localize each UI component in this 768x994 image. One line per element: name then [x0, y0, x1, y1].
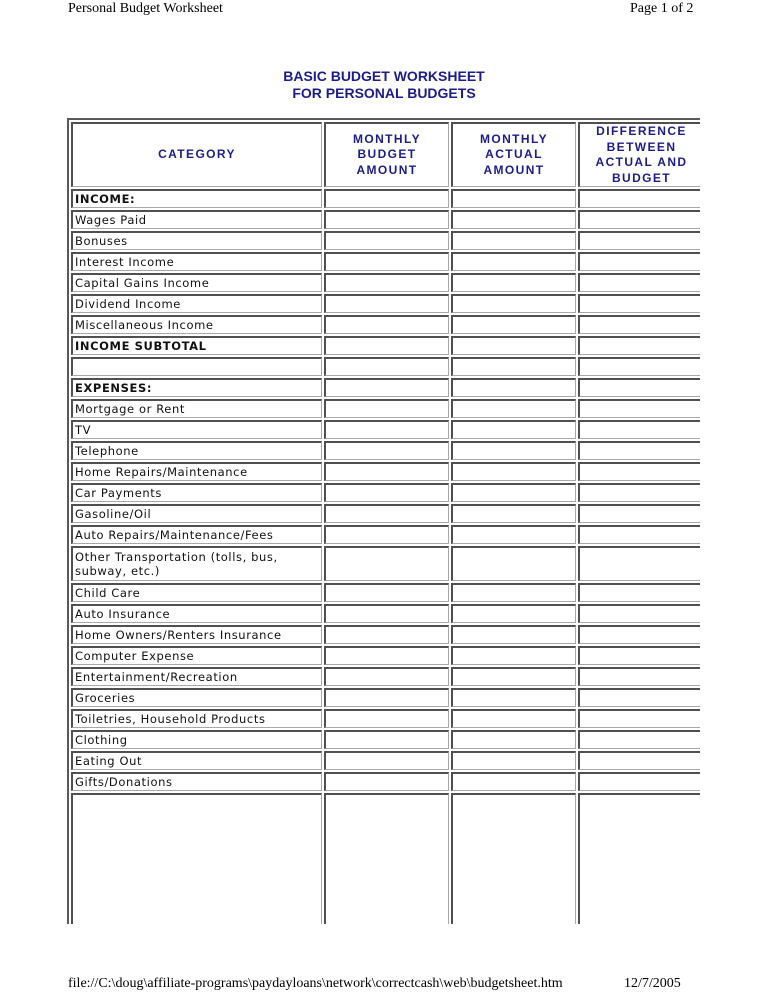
category-label: Wages Paid	[71, 210, 322, 229]
actual-amount-cell[interactable]	[451, 378, 576, 397]
actual-amount-cell[interactable]	[451, 189, 576, 208]
category-label: Dividend Income	[71, 294, 322, 313]
difference-cell[interactable]	[578, 189, 700, 208]
category-label: Interest Income	[71, 252, 322, 271]
category-label: Auto Repairs/Maintenance/Fees	[71, 525, 322, 544]
actual-amount-cell[interactable]	[451, 294, 576, 313]
category-label: Eating Out	[71, 751, 322, 770]
budget-table	[67, 118, 700, 924]
table-row	[71, 336, 700, 355]
table-row	[71, 772, 700, 791]
table-row	[71, 546, 700, 581]
actual-amount-cell[interactable]	[451, 210, 576, 229]
column-header-category: CATEGORY	[71, 122, 322, 187]
difference-cell[interactable]	[578, 462, 700, 481]
actual-amount-cell[interactable]	[451, 441, 576, 460]
table-row	[71, 583, 700, 602]
table-row	[71, 399, 700, 418]
table-row	[71, 667, 700, 686]
category-label: Clothing	[71, 730, 322, 749]
actual-amount-cell[interactable]	[451, 504, 576, 523]
difference-cell[interactable]	[578, 793, 700, 924]
table-row	[71, 604, 700, 623]
difference-cell[interactable]	[578, 583, 700, 602]
actual-amount-cell[interactable]	[451, 252, 576, 271]
difference-cell[interactable]	[578, 357, 700, 376]
actual-amount-cell[interactable]	[451, 751, 576, 770]
budget-amount-cell[interactable]	[324, 462, 449, 481]
actual-amount-cell[interactable]	[451, 231, 576, 250]
actual-amount-cell[interactable]	[451, 604, 576, 623]
table-row	[71, 420, 700, 439]
table-row	[71, 504, 700, 523]
difference-cell[interactable]	[578, 646, 700, 665]
category-label: Bonuses	[71, 231, 322, 250]
budget-amount-cell[interactable]	[324, 709, 449, 728]
actual-amount-cell[interactable]	[451, 688, 576, 707]
difference-cell[interactable]	[578, 399, 700, 418]
table-row	[71, 378, 700, 397]
table-row	[71, 231, 700, 250]
actual-amount-cell[interactable]	[451, 315, 576, 334]
category-label: Home Owners/Renters Insurance	[71, 625, 322, 644]
difference-cell[interactable]	[578, 420, 700, 439]
difference-cell[interactable]	[578, 315, 700, 334]
category-label: Auto Insurance	[71, 604, 322, 623]
category-label: Home Repairs/Maintenance	[71, 462, 322, 481]
category-label: Capital Gains Income	[71, 273, 322, 292]
actual-amount-cell[interactable]	[451, 336, 576, 355]
difference-cell[interactable]	[578, 688, 700, 707]
budget-amount-cell[interactable]	[324, 604, 449, 623]
category-label: Gasoline/Oil	[71, 504, 322, 523]
category-label: Gifts/Donations	[71, 772, 322, 791]
difference-cell[interactable]	[578, 294, 700, 313]
budget-amount-cell[interactable]	[324, 483, 449, 502]
category-label: Telephone	[71, 441, 322, 460]
table-header-row	[71, 122, 700, 187]
table-row	[71, 793, 700, 924]
print-date: 12/7/2005	[624, 976, 681, 991]
budget-amount-cell[interactable]	[324, 730, 449, 749]
budget-amount-cell[interactable]	[324, 399, 449, 418]
budget-amount-cell[interactable]	[324, 793, 449, 924]
actual-amount-cell[interactable]	[451, 462, 576, 481]
category-label	[71, 793, 322, 924]
budget-amount-cell[interactable]	[324, 688, 449, 707]
category-label: Other Transportation (tolls, bus, subway, etc.)	[71, 546, 322, 581]
actual-amount-cell[interactable]	[451, 709, 576, 728]
difference-cell[interactable]	[578, 483, 700, 502]
table-row	[71, 273, 700, 292]
difference-cell[interactable]	[578, 231, 700, 250]
table-row	[71, 751, 700, 770]
budget-amount-cell[interactable]	[324, 336, 449, 355]
column-header-difference: DIFFERENCE BETWEEN ACTUAL AND BUDGET	[578, 122, 700, 187]
difference-cell[interactable]	[578, 625, 700, 644]
budget-amount-cell[interactable]	[324, 441, 449, 460]
budget-amount-cell[interactable]	[324, 294, 449, 313]
column-header-monthly-actual: MONTHLY ACTUAL AMOUNT	[451, 122, 576, 187]
table-row	[71, 625, 700, 644]
section-heading: INCOME:	[71, 189, 322, 208]
budget-amount-cell[interactable]	[324, 504, 449, 523]
table-row	[71, 252, 700, 271]
table-row	[71, 688, 700, 707]
table-row	[71, 294, 700, 313]
budget-amount-cell[interactable]	[324, 667, 449, 686]
budget-amount-cell[interactable]	[324, 525, 449, 544]
category-label: Entertainment/Recreation	[71, 667, 322, 686]
difference-cell[interactable]	[578, 525, 700, 544]
difference-cell[interactable]	[578, 772, 700, 791]
actual-amount-cell[interactable]	[451, 357, 576, 376]
actual-amount-cell[interactable]	[451, 583, 576, 602]
table-row	[71, 462, 700, 481]
actual-amount-cell[interactable]	[451, 730, 576, 749]
table-body	[71, 189, 700, 924]
difference-cell[interactable]	[578, 751, 700, 770]
actual-amount-cell[interactable]	[451, 483, 576, 502]
table-row	[71, 483, 700, 502]
budget-amount-cell[interactable]	[324, 252, 449, 271]
actual-amount-cell[interactable]	[451, 399, 576, 418]
difference-cell[interactable]	[578, 709, 700, 728]
table-row	[71, 646, 700, 665]
budget-amount-cell[interactable]	[324, 772, 449, 791]
budget-amount-cell[interactable]	[324, 583, 449, 602]
difference-cell[interactable]	[578, 604, 700, 623]
budget-amount-cell[interactable]	[324, 378, 449, 397]
actual-amount-cell[interactable]	[451, 546, 576, 581]
worksheet-title	[0, 68, 768, 102]
difference-cell[interactable]	[578, 252, 700, 271]
budget-amount-cell[interactable]	[324, 546, 449, 581]
table-row	[71, 709, 700, 728]
page-indicator: Page 1 of 2	[630, 1, 694, 16]
actual-amount-cell[interactable]	[451, 646, 576, 665]
category-label: TV	[71, 420, 322, 439]
actual-amount-cell[interactable]	[451, 273, 576, 292]
budget-amount-cell[interactable]	[324, 210, 449, 229]
worksheet-title-line1: BASIC BUDGET WORKSHEET	[283, 68, 485, 84]
budget-amount-cell[interactable]	[324, 625, 449, 644]
actual-amount-cell[interactable]	[451, 667, 576, 686]
budget-amount-cell[interactable]	[324, 751, 449, 770]
category-label: Toiletries, Household Products	[71, 709, 322, 728]
column-header-monthly-budget: MONTHLY BUDGET AMOUNT	[324, 122, 449, 187]
budget-amount-cell[interactable]	[324, 420, 449, 439]
difference-cell[interactable]	[578, 730, 700, 749]
section-heading: INCOME SUBTOTAL	[71, 336, 322, 355]
budget-amount-cell[interactable]	[324, 273, 449, 292]
table-row	[71, 315, 700, 334]
category-label: Groceries	[71, 688, 322, 707]
difference-cell[interactable]	[578, 273, 700, 292]
difference-cell[interactable]	[578, 504, 700, 523]
table-row	[71, 210, 700, 229]
document-title: Personal Budget Worksheet	[68, 1, 223, 16]
category-label	[71, 357, 322, 376]
budget-amount-cell[interactable]	[324, 646, 449, 665]
budget-amount-cell[interactable]	[324, 189, 449, 208]
table-row	[71, 730, 700, 749]
category-label: Computer Expense	[71, 646, 322, 665]
difference-cell[interactable]	[578, 441, 700, 460]
worksheet-title-line2: FOR PERSONAL BUDGETS	[292, 85, 476, 101]
file-path: file://C:\doug\affiliate-programs\paydayloans\network\correctcash\web\budgetsheet.htm	[68, 976, 563, 991]
budget-amount-cell[interactable]	[324, 357, 449, 376]
category-label: Miscellaneous Income	[71, 315, 322, 334]
actual-amount-cell[interactable]	[451, 525, 576, 544]
difference-cell[interactable]	[578, 336, 700, 355]
difference-cell[interactable]	[578, 378, 700, 397]
table-row	[71, 525, 700, 544]
category-label: Car Payments	[71, 483, 322, 502]
budget-amount-cell[interactable]	[324, 231, 449, 250]
difference-cell[interactable]	[578, 667, 700, 686]
table-row	[71, 441, 700, 460]
actual-amount-cell[interactable]	[451, 772, 576, 791]
section-heading: EXPENSES:	[71, 378, 322, 397]
table-row	[71, 357, 700, 376]
category-label: Mortgage or Rent	[71, 399, 322, 418]
budget-table-container	[67, 118, 700, 924]
difference-cell[interactable]	[578, 546, 700, 581]
table-row	[71, 189, 700, 208]
actual-amount-cell[interactable]	[451, 793, 576, 924]
actual-amount-cell[interactable]	[451, 625, 576, 644]
category-label: Child Care	[71, 583, 322, 602]
budget-amount-cell[interactable]	[324, 315, 449, 334]
difference-cell[interactable]	[578, 210, 700, 229]
actual-amount-cell[interactable]	[451, 420, 576, 439]
